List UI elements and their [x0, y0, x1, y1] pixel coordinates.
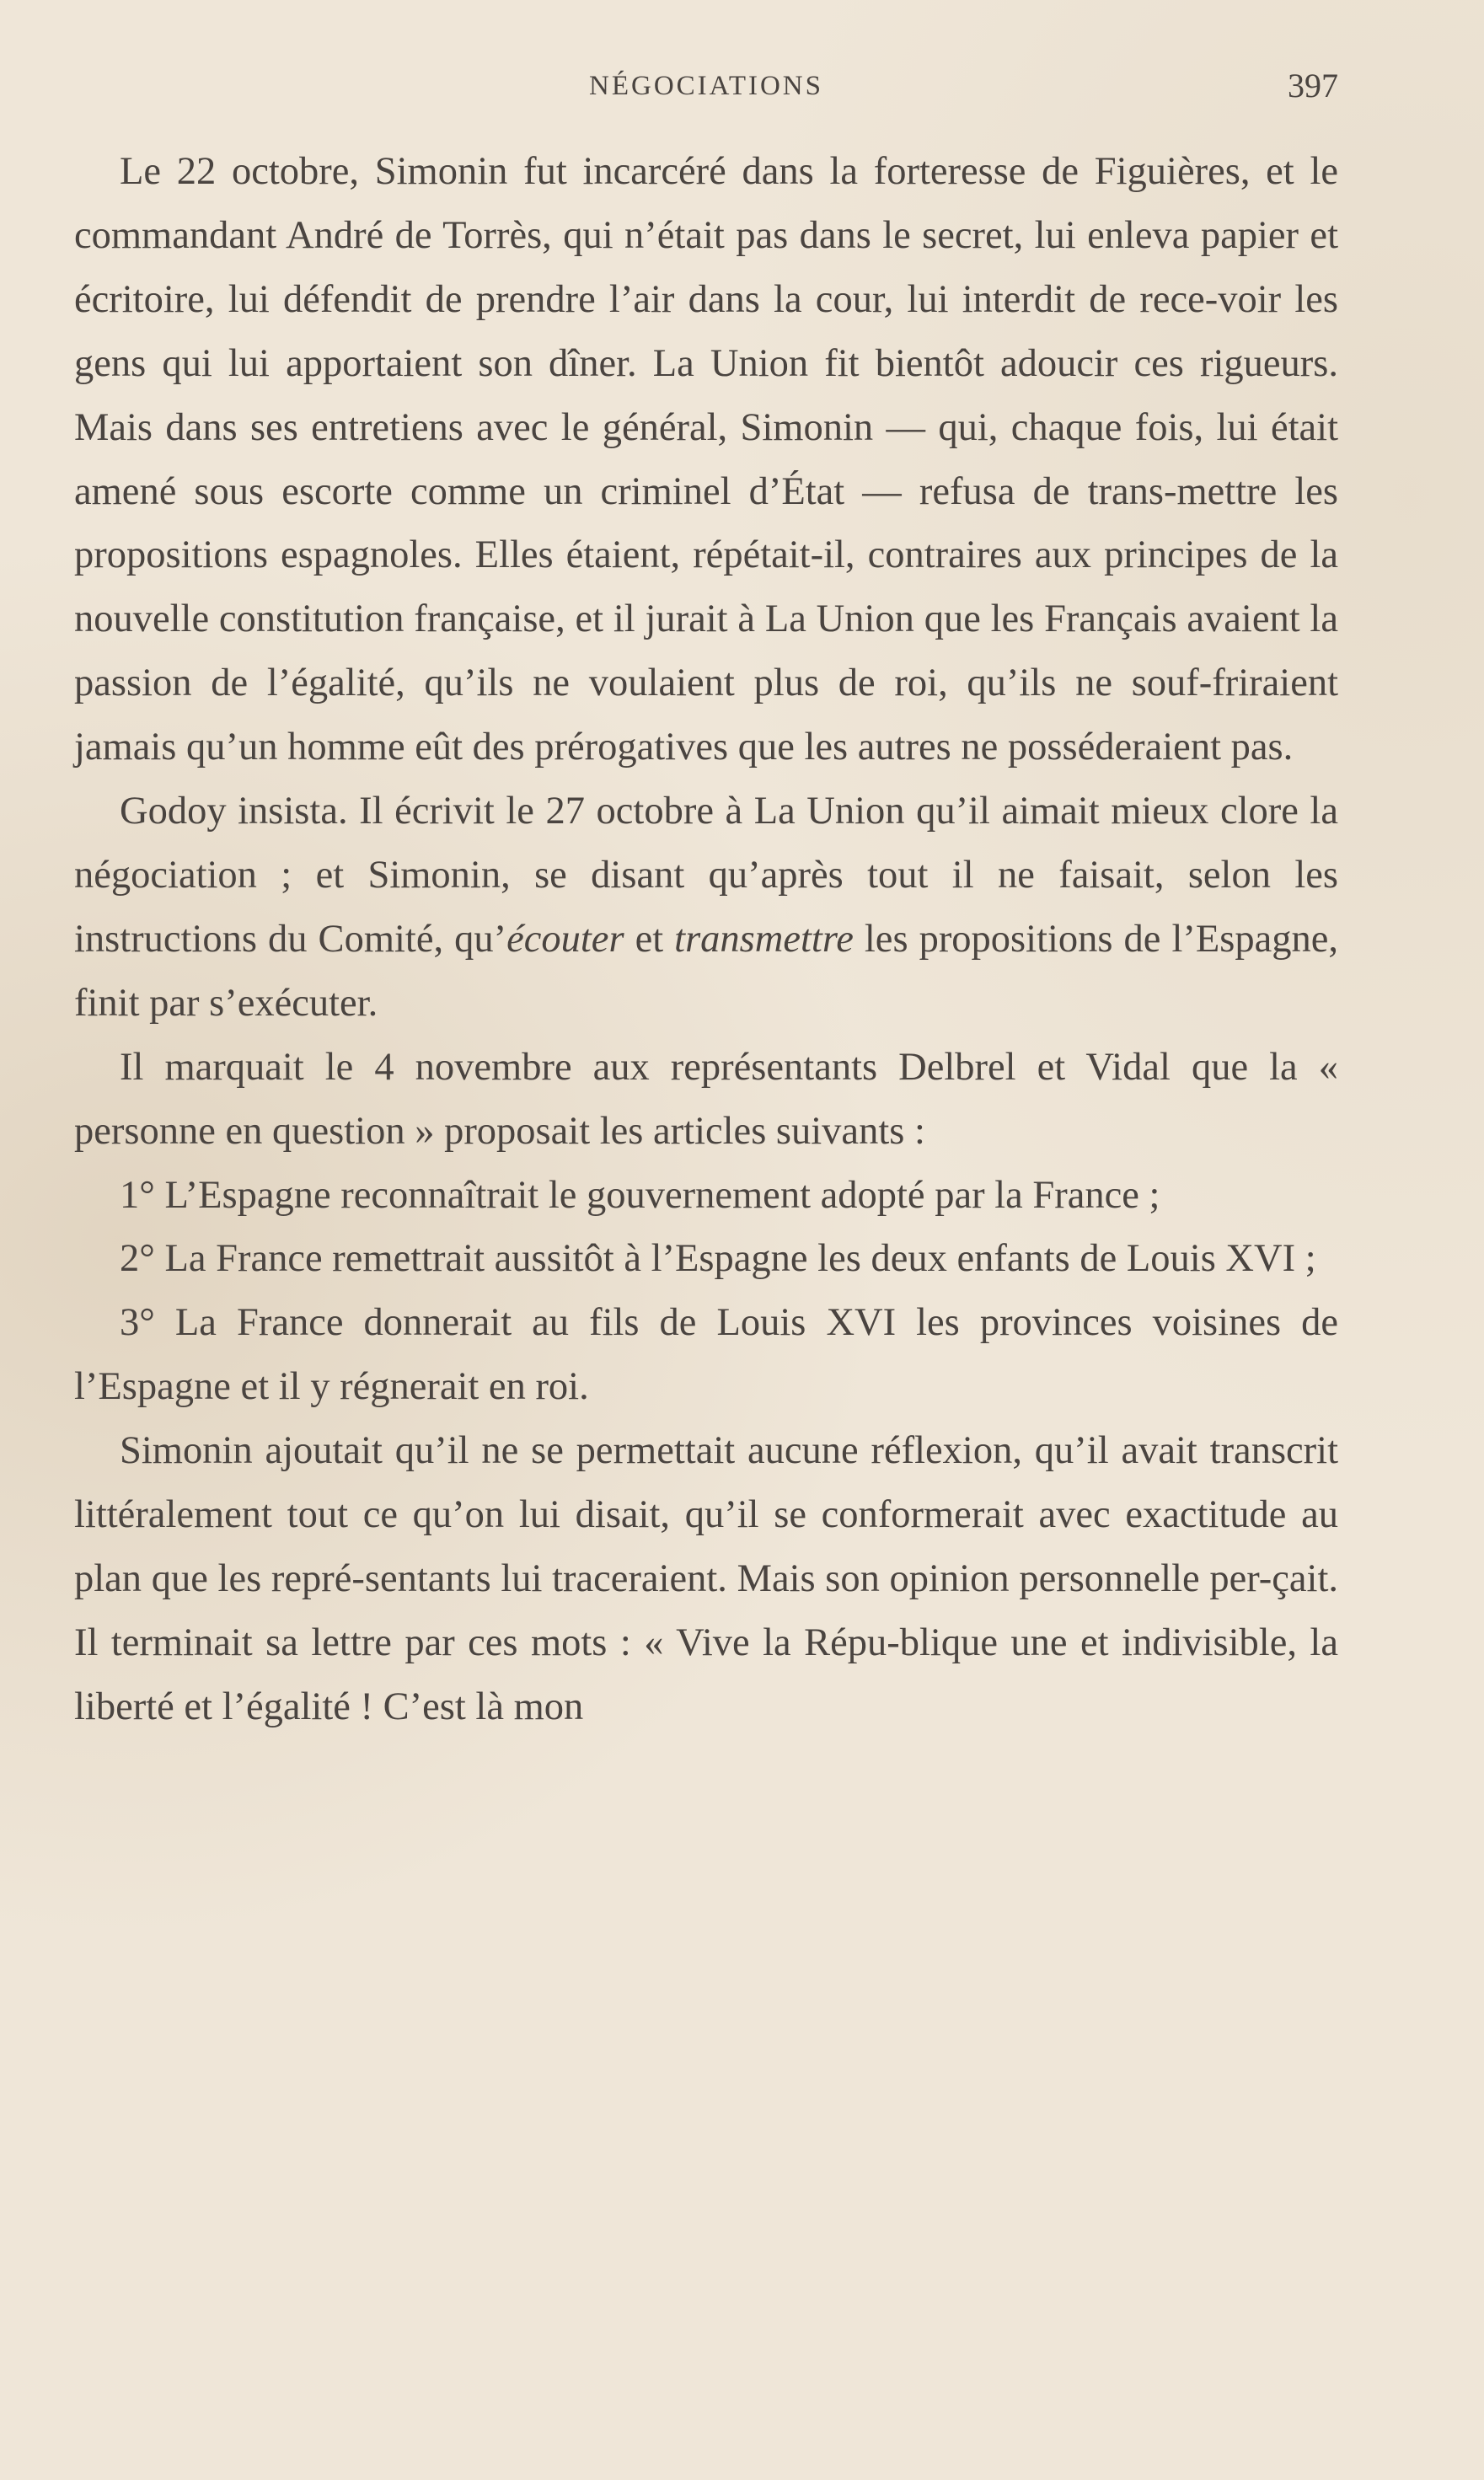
paragraph-incarceration: Le 22 octobre, Simonin fut incarcéré dans la forteresse de Figuières, et le commandant André de Torrès, qui n’était pas dans le secret, lui enleva papier et écritoire, lui défendit de prendre l’air dans la cour, lui interdit de rece-voir les gens qui lui apportaient son dîner. La Union fit bientôt adoucir ces rigueurs. Mais dans ses entretiens avec le général, Simonin — qui, chaque fois, lui était amené sous escorte comme un criminel d’État — refusa de trans-mettre les propositions espagnoles. Elles étaient, répétait-il, contraires aux principes de la nouvelle constitution française, et il jurait à La Union que les Français avaient la passion de l’égalité, qu’ils ne voulaient plus de roi, qu’ils ne souf-friraient jamais qu’un homme eût des prérogatives que les autres ne posséderaient pas. — [74, 150, 1338, 769]
running-header — [74, 66, 1338, 108]
article-1: 1° L’Espagne reconnaîtrait le gouvernement adopté par la France ; — [120, 1173, 1160, 1217]
paragraph-text: et — [624, 917, 675, 961]
italic-ecouter: écouter — [506, 917, 624, 961]
page-number: 397 — [1288, 67, 1338, 104]
paragraph-godoy-insists — [74, 779, 1338, 1036]
article-2: 2° La France remettrait aussitôt à l’Espagne les deux enfants de Louis XVI ; — [120, 1237, 1316, 1281]
paragraph-text: les propositions de l’Espagne, finit par s’exécuter. — [74, 917, 1339, 1025]
article-3: 3° La France donnerait au fils de Louis XVI les provinces voisines de l’Espagne et il y régnerait en roi. — [74, 1301, 1338, 1409]
running-title: NÉGOCIATIONS — [589, 71, 823, 101]
paragraph-simonin-adds: Simonin ajoutait qu’il ne se permettait aucune réflexion, qu’il avait transcrit littéralement tout ce qu’on lui disait, qu’il se conformerait avec exactitude au plan que les repré-sentants lui traceraient. Mais son opinion personnelle per-çait. Il terminait sa lettre par ces mots : « Vive la Répu-blique une et indivisible, la liberté et l’égalité ! C’est là mon — [74, 1429, 1338, 1728]
paragraph-articles-intro: Il marquait le 4 novembre aux représentants Delbrel et Vidal que la « personne en question » proposait les articles suivants : — [74, 1045, 1338, 1153]
paragraph-text: Godoy insista. Il écrivit le 27 octobre à La Union qu’il aimait mieux clore la négociation ; et Simonin, se disant qu’après tout il ne faisait, selon les instructions du Comité, qu’ — [74, 790, 1338, 961]
italic-transmettre: transmettre — [674, 917, 854, 961]
body-text — [74, 140, 1338, 1739]
